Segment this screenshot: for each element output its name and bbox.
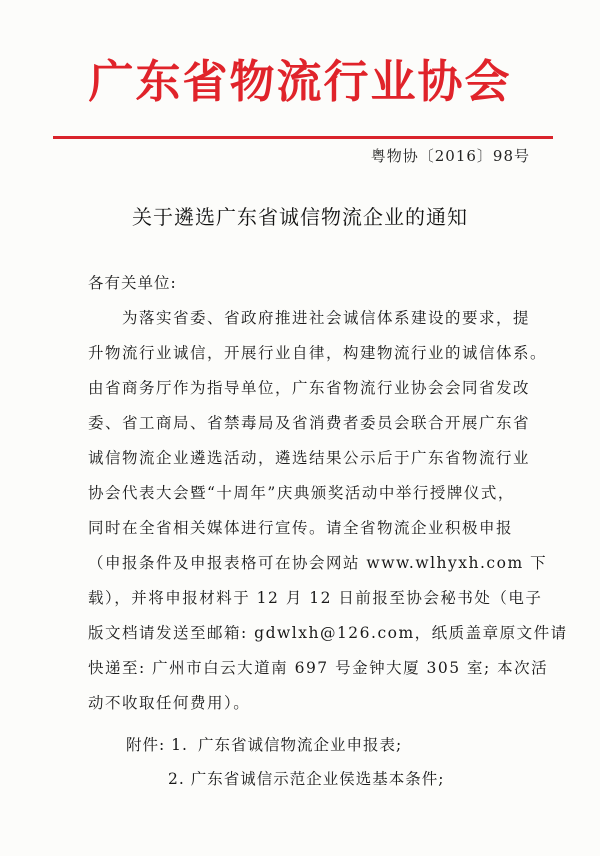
body-line: 升物流行业诚信，开展行业自律，构建物流行业的诚信体系。 bbox=[88, 344, 548, 362]
body-line: 诚信物流企业遴选活动，遴选结果公示后于广东省物流行业 bbox=[88, 449, 531, 467]
letterhead-divider bbox=[53, 136, 553, 139]
body-line: 由省商务厅作为指导单位，广东省物流行业协会会同省发改 bbox=[88, 379, 531, 397]
body-line: 快递至: 广州市白云大道南 697 号金钟大厦 305 室; 本次活 bbox=[88, 659, 549, 677]
organization-letterhead: 广东省物流行业协会 bbox=[88, 55, 512, 108]
attachment-item: 2. 广东省诚信示范企业侯选基本条件; bbox=[168, 770, 445, 788]
body-line: 同时在全省相关媒体进行宣传。请全省物流企业积极申报 bbox=[88, 519, 514, 537]
body-line: （申报条件及申报表格可在协会网站 www.wlhyxh.com 下 bbox=[88, 554, 548, 572]
attachment-label: 附件: 1. bbox=[126, 736, 188, 754]
body-line: 为落实省委、省政府推进社会诚信体系建设的要求，提 bbox=[88, 309, 531, 327]
body-line: 载），并将申报材料于 12 月 12 日前报至协会秘书处（电子 bbox=[88, 589, 543, 607]
body-line: 委、省工商局、省禁毒局及省消费者委员会联合开展广东省 bbox=[88, 414, 531, 432]
document-number: 粤物协〔2016〕98号 bbox=[370, 147, 530, 165]
body-line: 动不收取任何费用）。 bbox=[88, 694, 251, 712]
body-line: 协会代表大会暨“十周年”庆典颁奖活动中举行授牌仪式， bbox=[88, 484, 515, 502]
salutation: 各有关单位: bbox=[88, 274, 177, 292]
attachment-item: 广东省诚信物流企业申报表; bbox=[198, 736, 403, 754]
body-line: 版文档请发送至邮箱: gdwlxh@126.com，纸质盖章原文件请 bbox=[88, 624, 568, 642]
notice-title: 关于遴选广东省诚信物流企业的通知 bbox=[132, 205, 468, 229]
